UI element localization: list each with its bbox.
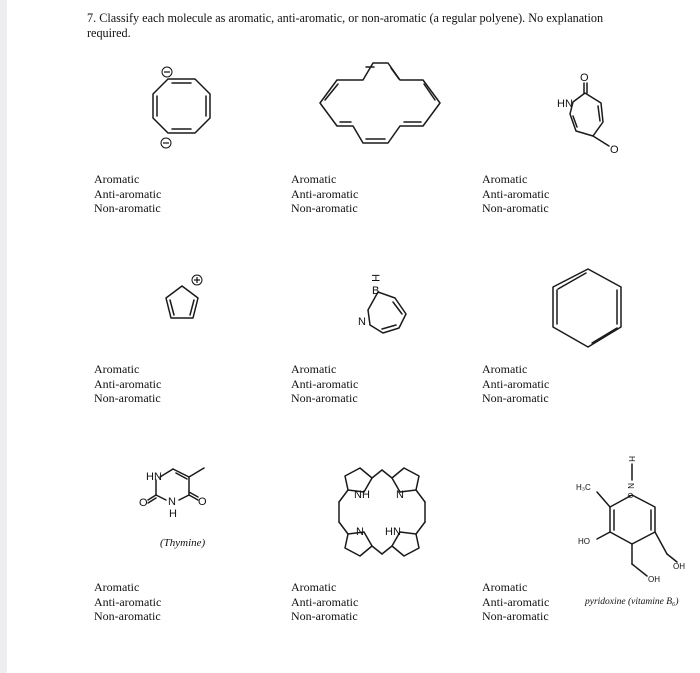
molecule-8-porphyrin (330, 462, 435, 562)
choice-non-aromatic[interactable]: Non-aromatic (482, 391, 549, 405)
choice-anti-aromatic[interactable]: Anti-aromatic (94, 376, 162, 391)
choice-aromatic[interactable]: Aromatic (291, 362, 337, 376)
choice-aromatic[interactable]: Aromatic (291, 580, 337, 594)
choice-non-aromatic[interactable]: Non-aromatic (291, 609, 358, 623)
choices-molecule-2 (291, 172, 358, 216)
choice-anti-aromatic[interactable]: Anti-aromatic (291, 376, 359, 391)
choice-aromatic[interactable]: Aromatic (94, 362, 140, 376)
choice-non-aromatic[interactable]: Non-aromatic (291, 201, 358, 215)
molecule-8-nh-label: NH (354, 489, 370, 501)
choices-molecule-7 (94, 580, 161, 624)
molecule-7-n-label: N (168, 496, 176, 508)
choice-non-aromatic[interactable]: Non-aromatic (94, 609, 161, 623)
choice-anti-aromatic[interactable]: Anti-aromatic (94, 186, 162, 201)
choice-aromatic[interactable]: Aromatic (291, 172, 337, 186)
molecule-9-n-label: N (626, 483, 635, 489)
choice-non-aromatic[interactable]: Non-aromatic (94, 391, 161, 405)
molecule-3-nh-label: HN (557, 98, 573, 110)
molecule-7-h-label: H (169, 508, 177, 520)
choice-non-aromatic[interactable]: Non-aromatic (94, 201, 161, 215)
choices-molecule-1 (94, 172, 161, 216)
molecule-9-h-label: H (627, 456, 636, 462)
molecule-7-hn-label: HN (146, 471, 162, 483)
choices-molecule-8 (291, 580, 358, 624)
molecule-6-dehydroannulene (543, 265, 628, 353)
choice-non-aromatic[interactable]: Non-aromatic (482, 201, 549, 215)
choice-anti-aromatic[interactable]: Anti-aromatic (482, 186, 550, 201)
molecule-7-oxygen-right: O (198, 496, 207, 508)
molecule-3-oxygen-top: O (580, 72, 589, 84)
molecule-5-n-label: N (358, 316, 366, 328)
pyridoxine-caption: pyridoxine (vitamine B₆) (585, 597, 679, 607)
choice-aromatic[interactable]: Aromatic (482, 362, 528, 376)
choices-molecule-6 (482, 362, 549, 406)
choices-molecule-9 (482, 580, 549, 624)
choice-anti-aromatic[interactable]: Anti-aromatic (482, 594, 550, 609)
choices-molecule-5 (291, 362, 358, 406)
molecule-5-h-label: H (369, 274, 381, 282)
question-text: 7. Classify each molecule as aromatic, anti-aromatic, or non-aromatic (a regular polyene). No explanation required. (87, 11, 604, 40)
choices-molecule-3 (482, 172, 549, 216)
molecule-9-pyridoxine (575, 452, 690, 587)
choice-aromatic[interactable]: Aromatic (94, 172, 140, 186)
molecule-8-n-bottom-left: N (356, 526, 364, 538)
molecule-3-oxygen-bottom: O (610, 144, 619, 156)
choice-non-aromatic[interactable]: Non-aromatic (482, 609, 549, 623)
molecule-3-azepinedione (553, 66, 633, 156)
choice-anti-aromatic[interactable]: Anti-aromatic (482, 376, 550, 391)
molecule-9-charge-symbol: ⊖ (627, 491, 634, 500)
choice-non-aromatic[interactable]: Non-aromatic (291, 391, 358, 405)
choice-anti-aromatic[interactable]: Anti-aromatic (94, 594, 162, 609)
molecule-9-methyl-label: H₃C (576, 483, 591, 492)
molecule-4-cyclopentadienyl-cation (160, 272, 215, 332)
choices-molecule-4 (94, 362, 161, 406)
molecule-8-hn-label: HN (385, 526, 401, 538)
choice-aromatic[interactable]: Aromatic (482, 172, 528, 186)
choice-aromatic[interactable]: Aromatic (482, 580, 528, 594)
molecule-1-cyclooctatetraene-dianion (140, 65, 230, 150)
left-margin-bar (0, 0, 7, 673)
molecule-5-azaborine (350, 270, 415, 340)
molecule-9-oh-right: OH (673, 562, 685, 571)
molecule-8-n-top-right: N (396, 489, 404, 501)
choice-aromatic[interactable]: Aromatic (94, 580, 140, 594)
molecule-7-thymine (138, 463, 218, 525)
choice-anti-aromatic[interactable]: Anti-aromatic (291, 186, 359, 201)
choice-anti-aromatic[interactable]: Anti-aromatic (291, 594, 359, 609)
thymine-caption: (Thymine) (160, 537, 206, 549)
molecule-2-annulene-16 (315, 58, 445, 153)
molecule-7-oxygen-left: O (139, 497, 148, 509)
molecule-9-ho-label: HO (578, 537, 590, 546)
molecule-9-oh-bottom: OH (648, 575, 660, 584)
molecule-5-b-label: B (372, 285, 380, 297)
